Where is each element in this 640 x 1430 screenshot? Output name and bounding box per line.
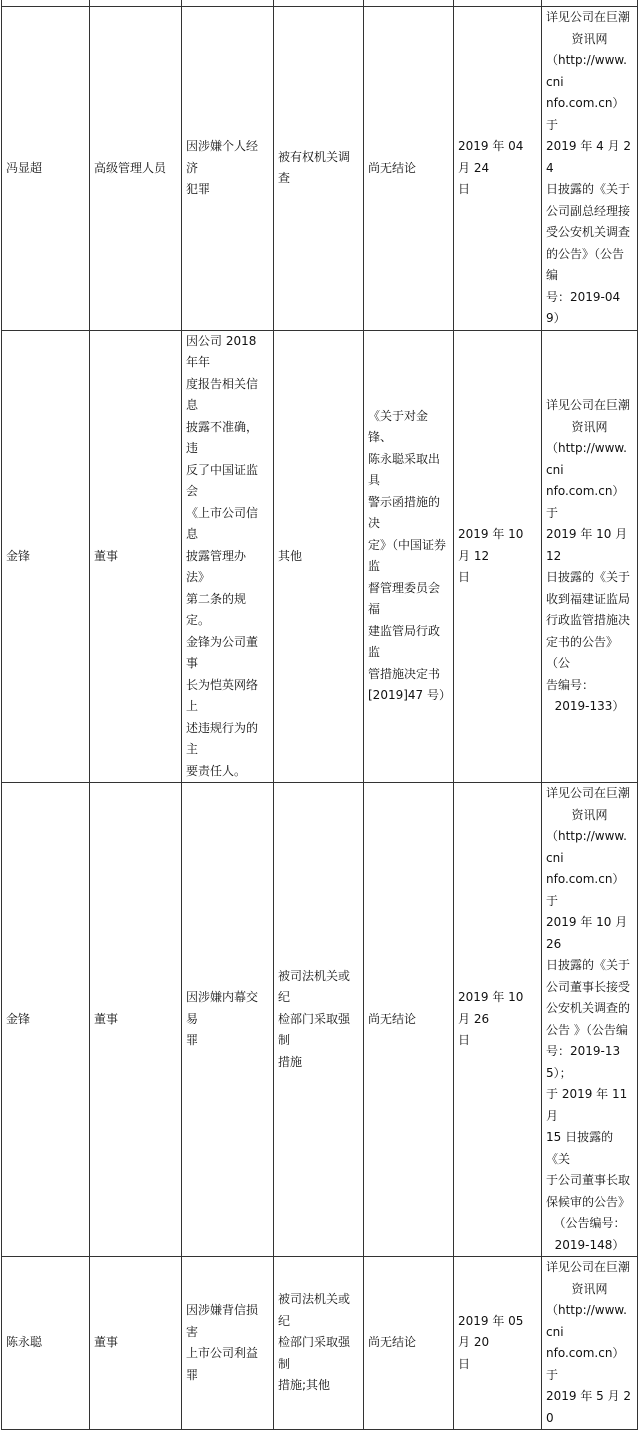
announcement-line: 公司董事长接受 (546, 979, 631, 994)
cell-announcement (542, 783, 638, 1257)
announcement-line: 定书的公告》（公 (546, 634, 619, 670)
announcement-line: 日披露的《关于 (546, 958, 631, 972)
announcement-line: 详见公司在巨潮 (546, 1260, 631, 1274)
announcement-line: nfo.com.cn）于 (546, 872, 625, 908)
announcement-line: 2019 年 5 月 20 (546, 1389, 632, 1425)
announcement-line: 日披露的《关于 (546, 182, 631, 196)
announcement-line: 2019 年 10 月 12 (546, 527, 628, 563)
announcement-line: 详见公司在巨潮 (546, 398, 631, 412)
cell-reason: 因公司 2018 年年 度报告相关信息 披露不准确，违 反了中国证监会 《上市公司信息 披露管理办法》 第二条的规定。 金锋为公司董事 长为恺英网络上 述违规行为的主 要责任人。 (182, 330, 274, 783)
cell-name: 冯显超 (2, 7, 90, 331)
disclosure-table (1, 0, 638, 1430)
announcement-line: 于公司董事长取 (546, 1173, 631, 1187)
cell-type: 被有权机关调查 (274, 7, 364, 331)
announcement-line: 受公安机关调查 (546, 225, 631, 239)
announcement-line: 号：2019-049） (546, 289, 621, 325)
cell-type: 被司法机关或纪 检部门采取强制 措施 (274, 783, 364, 1257)
announcement-line: 详见公司在巨潮 (546, 786, 631, 800)
cell-conclusion: 《关于对金锋、 陈永聪采取出具 警示函措施的决 定》（中国证券监 督管理委员会福 建监管局行政监 管措施决定书 [2019]47 号） (364, 330, 454, 783)
announcement-line: 详见公司在巨潮 (546, 10, 631, 24)
announcement-line: 公安机关调查的 (546, 1001, 631, 1015)
announcement-line: （http://www.cni (546, 829, 627, 865)
cell-announcement (542, 330, 638, 783)
announcement-line: （http://www.cni (546, 441, 627, 477)
cell-position: 高级管理人员 (90, 7, 182, 331)
cell-conclusion: 尚无结论 (364, 7, 454, 331)
cell-date: 2019 年 10 月 26 日 (454, 783, 542, 1257)
announcement-line: 公告 》（公告编 (546, 1022, 628, 1037)
announcement-line: nfo.com.cn）于 (546, 96, 625, 132)
cell-announcement (542, 1257, 638, 1430)
cell-date: 2019 年 05 月 20 日 (454, 1257, 542, 1430)
announcement-line: 2019-133） (554, 699, 625, 713)
cell-type: 其他 (274, 330, 364, 783)
announcement-line: （http://www.cni (546, 53, 627, 89)
cell-reason: 因涉嫌个人经济 犯罪 (182, 7, 274, 331)
cell-date: 2019 年 04 月 24 日 (454, 7, 542, 331)
cell-name: 金锋 (2, 783, 90, 1257)
cell-conclusion: 尚无结论 (364, 1257, 454, 1430)
cell-date: 2019 年 10 月 12 日 (454, 330, 542, 783)
table-row (2, 330, 638, 783)
announcement-line: 2019 年 4 月 24 (546, 139, 632, 175)
announcement-line: 保候审的公告》 (546, 1194, 631, 1209)
announcement-line: 收到福建证监局 (546, 591, 631, 606)
announcement-line: 行政监管措施决 (546, 613, 631, 627)
announcement-line: 号：2019-135）； (546, 1044, 621, 1080)
announcement-line: （公告编号： (553, 1216, 626, 1230)
table-row (2, 1257, 638, 1430)
announcement-line: 资讯网 (571, 807, 608, 822)
announcement-line: 资讯网 (571, 31, 608, 46)
table-row (2, 783, 638, 1257)
announcement-line: 于 2019 年 11 月 (546, 1087, 628, 1123)
cell-reason: 因涉嫌背信损害 上市公司利益罪 (182, 1257, 274, 1430)
announcement-line: （http://www.cni (546, 1303, 627, 1339)
announcement-line: 资讯网 (571, 1281, 608, 1296)
announcement-line: 资讯网 (571, 419, 608, 434)
cell-position: 董事 (90, 783, 182, 1257)
announcement-line: nfo.com.cn）于 (546, 1346, 625, 1382)
announcement-line: 公司副总经理接 (546, 203, 631, 218)
cell-type: 被司法机关或纪 检部门采取强制 措施;其他 (274, 1257, 364, 1430)
announcement-line: 15 日披露的《关 (546, 1130, 614, 1166)
announcement-line: 2019-148） (554, 1237, 625, 1252)
announcement-line: 的公告》（公告编 (546, 246, 625, 282)
announcement-line: 日披露的《关于 (546, 570, 631, 584)
announcement-line: 告编号： (546, 677, 595, 692)
cell-name: 陈永聪 (2, 1257, 90, 1430)
announcement-line: 2019 年 10 月 26 (546, 915, 628, 951)
cell-position: 董事 (90, 1257, 182, 1430)
cell-conclusion: 尚无结论 (364, 783, 454, 1257)
cell-reason: 因涉嫌内幕交易 罪 (182, 783, 274, 1257)
table-row (2, 7, 638, 331)
cell-announcement (542, 7, 638, 331)
cell-position: 董事 (90, 330, 182, 783)
announcement-line: nfo.com.cn）于 (546, 484, 625, 520)
cell-name: 金锋 (2, 330, 90, 783)
